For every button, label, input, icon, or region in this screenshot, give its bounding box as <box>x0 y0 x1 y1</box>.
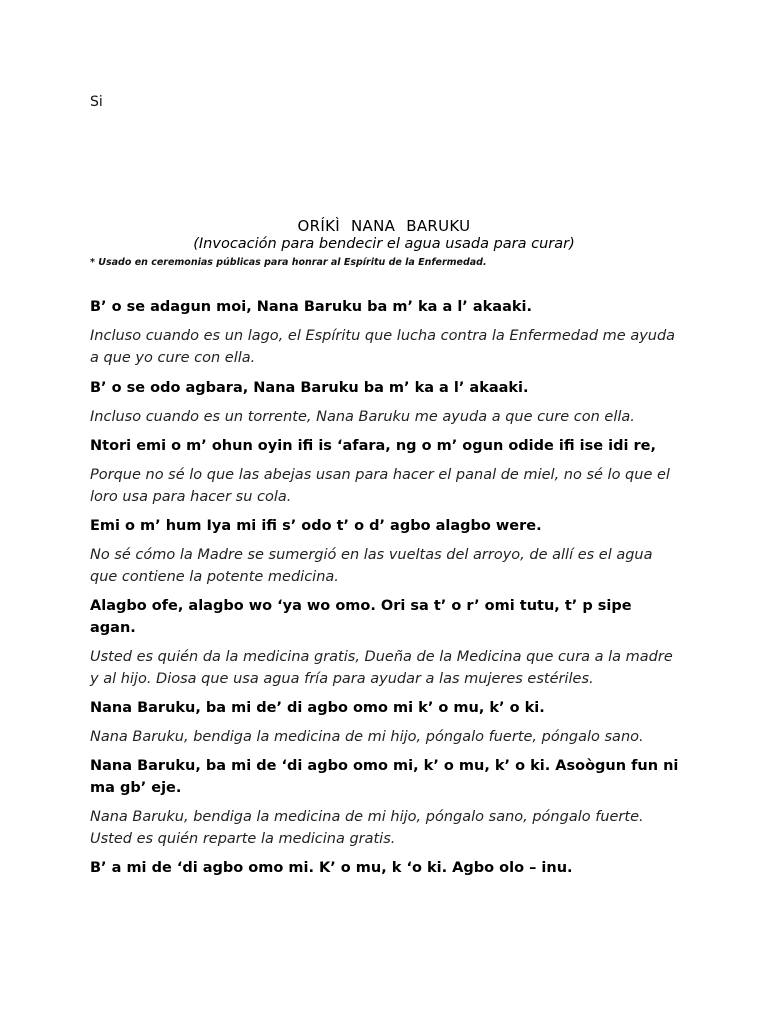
verse-list <box>90 296 680 886</box>
verse-yoruba: Alagbo ofe, alagbo wo ‘ya wo omo. Ori sa t’ o r’ omi tutu, t’ p sipe agan. <box>90 598 632 636</box>
verse-translation: Porque no sé lo que las abejas usan para hacer el panal de miel, no sé lo que el loro usa para hacer su cola. <box>90 467 670 505</box>
verse-translation: Nana Baruku, bendiga la medicina de mi hijo, póngalo sano, póngalo fuerte. Usted es quién reparte la medicina gratis. <box>90 809 644 847</box>
verse-yoruba: Ntori emi o m’ ohun oyin ifi is ‘afara, ng o m’ ogun odide ifi ise idi re, <box>90 438 657 454</box>
verse-translation: Incluso cuando es un torrente, Nana Baruku me ayuda a que cure con ella. <box>90 409 635 425</box>
verse-yoruba: B’ a mi de ‘di agbo omo mi. K’ o mu, k ‘o ki. Agbo olo – inu. <box>90 860 573 876</box>
verse-translation: Usted es quién da la medicina gratis, Dueña de la Medicina que cura a la madre y al hijo. Diosa que usa agua fría para ayudar a las mujeres estériles. <box>90 649 673 687</box>
verse-translation: No sé cómo la Madre se sumergió en las vueltas del arroyo, de allí es el agua que contiene la potente medicina. <box>90 547 653 585</box>
page-title: ORÍKÌ NANA BARUKU <box>297 217 471 235</box>
header-mark: Si <box>90 94 103 110</box>
footnote: * Usado en ceremonias públicas para honrar al Espíritu de la Enfermedad. <box>90 257 487 268</box>
verse-yoruba: Nana Baruku, ba mi de’ di agbo omo mi k’ o mu, k’ o ki. <box>90 700 545 716</box>
verse-translation: Incluso cuando es un lago, el Espíritu que lucha contra la Enfermedad me ayuda a que yo cure con ella. <box>90 328 676 366</box>
verse-yoruba: B’ o se adagun moi, Nana Baruku ba m’ ka a l’ akaaki. <box>90 299 532 315</box>
verse-yoruba: B’ o se odo agbara, Nana Baruku ba m’ ka a l’ akaaki. <box>90 380 529 396</box>
verse-yoruba: Nana Baruku, ba mi de ‘di agbo omo mi, k’ o mu, k’ o ki. Asoògun fun ni ma gb’ eje. <box>90 758 679 796</box>
page-subtitle: (Invocación para bendecir el agua usada para curar) <box>193 236 575 252</box>
verse-yoruba: Emi o m’ hum Iya mi ifi s’ odo t’ o d’ agbo alagbo were. <box>90 518 542 534</box>
verse-translation: Nana Baruku, bendiga la medicina de mi hijo, póngalo fuerte, póngalo sano. <box>90 729 644 745</box>
